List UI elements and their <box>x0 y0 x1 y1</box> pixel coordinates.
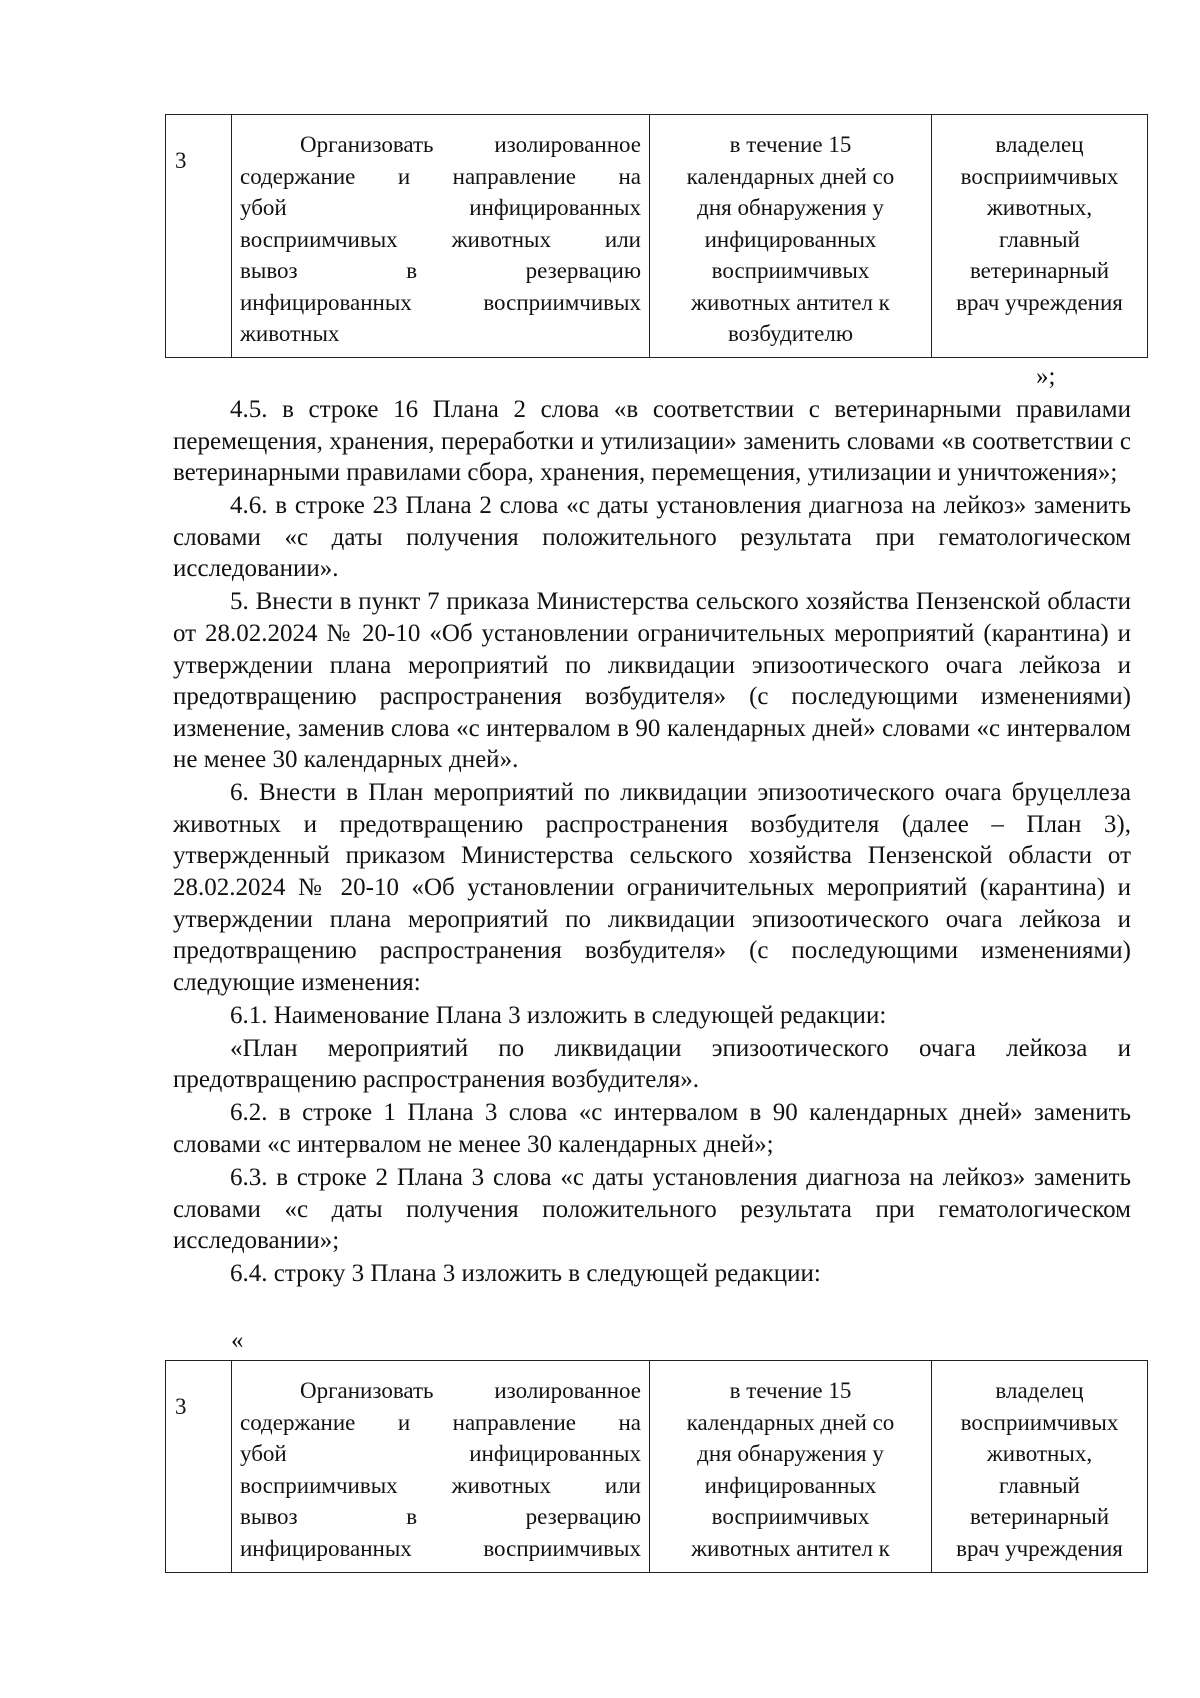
responsible-line: владелец <box>995 132 1084 157</box>
term-line: дня обнаружения у <box>697 1441 884 1466</box>
term-cell <box>650 1361 932 1573</box>
term-line: инфицированных <box>704 1472 877 1498</box>
term-line: в течение 15 <box>729 132 852 157</box>
measure-line: содержание и направление на <box>240 1409 641 1435</box>
paragraph-4-5: 4.5. в строке 16 Плана 2 слова «в соответствии с ветеринарными правилами перемещения, хранения, переработки и утилизации» заменить словами «в соответствии с ветеринарными правилами сбора, хранения, перемещения, утилизации и уничтожения»; <box>173 396 1131 487</box>
responsible-line: врач учреждения <box>956 289 1123 315</box>
measure-line: животных <box>240 321 340 346</box>
responsible-line: животных, <box>986 195 1093 220</box>
term-line: инфицированных <box>704 226 877 252</box>
row-number-cell: 3 <box>166 115 232 358</box>
responsible-line: ветеринарный <box>969 1504 1110 1529</box>
paragraph-6-3: 6.3. в строке 2 Плана 3 слова «с даты установления диагноза на лейкоз» заменить словами «с даты получения положительного результата при гематологическом исследовании»; <box>173 1163 1131 1255</box>
measure-line: убой инфицированных <box>240 195 641 220</box>
paragraph-6-1: 6.1. Наименование Плана 3 изложить в следующей редакции: <box>230 1001 887 1029</box>
row-number-cell: 3 <box>166 1361 232 1573</box>
term-line: календарных дней со <box>686 163 895 189</box>
responsible-line: главный <box>999 226 1080 252</box>
term-line: восприимчивых <box>711 1504 870 1529</box>
responsible-line: главный <box>999 1472 1080 1498</box>
responsible-line: владелец <box>995 1378 1084 1403</box>
paragraph-6-2: 6.2. в строке 1 Плана 3 слова «с интервалом в 90 календарных дней» заменить словами «с интервалом не менее 30 календарных дней»; <box>173 1099 1131 1158</box>
term-line: календарных дней со <box>686 1409 895 1435</box>
measure-line: Организовать изолированное <box>300 1378 641 1403</box>
measure-line: восприимчивых животных или <box>240 226 641 252</box>
term-line: животных антител к <box>691 1535 890 1561</box>
measure-line: инфицированных восприимчивых <box>240 1535 641 1561</box>
measure-line: вывоз в резервацию <box>240 258 641 283</box>
responsible-line: животных, <box>986 1441 1093 1466</box>
paragraph-6: 6. Внести в План мероприятий по ликвидации эпизоотического очага бруцеллеза животных и предотвращению распространения возбудителя (далее – План 3), утвержденный приказом Министерства сельского хозяйства Пензенской области от 28.02.2024 № 20-10 «Об установлении ограничительных мероприятий (карантина) и утверждении плана мероприятий по ликвидации эпизоотического очага лейкоза и предотвращению распространения возбудителя» (с последующими изменениями) следующие изменения: <box>173 779 1131 996</box>
term-line: в течение 15 <box>729 1378 852 1403</box>
responsible-line: врач учреждения <box>956 1535 1123 1561</box>
measure-line: содержание и направление на <box>240 163 641 189</box>
responsible-line: восприимчивых <box>960 1409 1119 1435</box>
measure-line: инфицированных восприимчивых <box>240 289 641 315</box>
plan-row-table-top <box>165 114 1148 358</box>
term-cell <box>650 115 932 358</box>
term-line: возбудителю <box>727 321 854 346</box>
responsible-cell <box>932 115 1148 358</box>
table-row <box>166 1361 1148 1573</box>
responsible-line: ветеринарный <box>969 258 1110 283</box>
opening-quote: « <box>231 1327 244 1354</box>
paragraph-6-4: 6.4. строку 3 Плана 3 изложить в следующей редакции: <box>230 1260 821 1288</box>
paragraph-4-6: 4.6. в строке 23 Плана 2 слова «с даты установления диагноза на лейкоз» заменить словами «с даты получения положительного результата при гематологическом исследовании». <box>173 492 1131 583</box>
term-line: восприимчивых <box>711 258 870 283</box>
document-body <box>173 394 1131 1290</box>
measure-line: вывоз в резервацию <box>240 1504 641 1529</box>
table-row <box>166 115 1148 358</box>
term-line: животных антител к <box>691 289 890 315</box>
responsible-cell <box>932 1361 1148 1573</box>
plan-row-table-bottom <box>165 1360 1148 1573</box>
responsible-line: восприимчивых <box>960 163 1119 189</box>
measure-cell <box>232 1361 650 1573</box>
paragraph-5: 5. Внести в пункт 7 приказа Министерства сельского хозяйства Пензенской области от 28.02.2024 № 20-10 «Об установлении ограничительных мероприятий (карантина) и утверждении плана мероприятий по ликвидации эпизоотического очага лейкоза и предотвращению распространения возбудителя» (с последующими изменениями) изменение, заменив слова «с интервалом в 90 календарных дней» словами «с интервалом не менее 30 календарных дней». <box>173 588 1131 774</box>
paragraph-plan-title: «План мероприятий по ликвидации эпизоотического очага лейкоза и предотвращению распространения возбудителя». <box>173 1034 1131 1094</box>
measure-line: восприимчивых животных или <box>240 1472 641 1498</box>
measure-cell <box>232 115 650 358</box>
measure-line: Организовать изолированное <box>300 132 641 157</box>
closing-quote: »; <box>1036 363 1056 390</box>
term-line: дня обнаружения у <box>697 195 884 220</box>
measure-line: убой инфицированных <box>240 1441 641 1466</box>
